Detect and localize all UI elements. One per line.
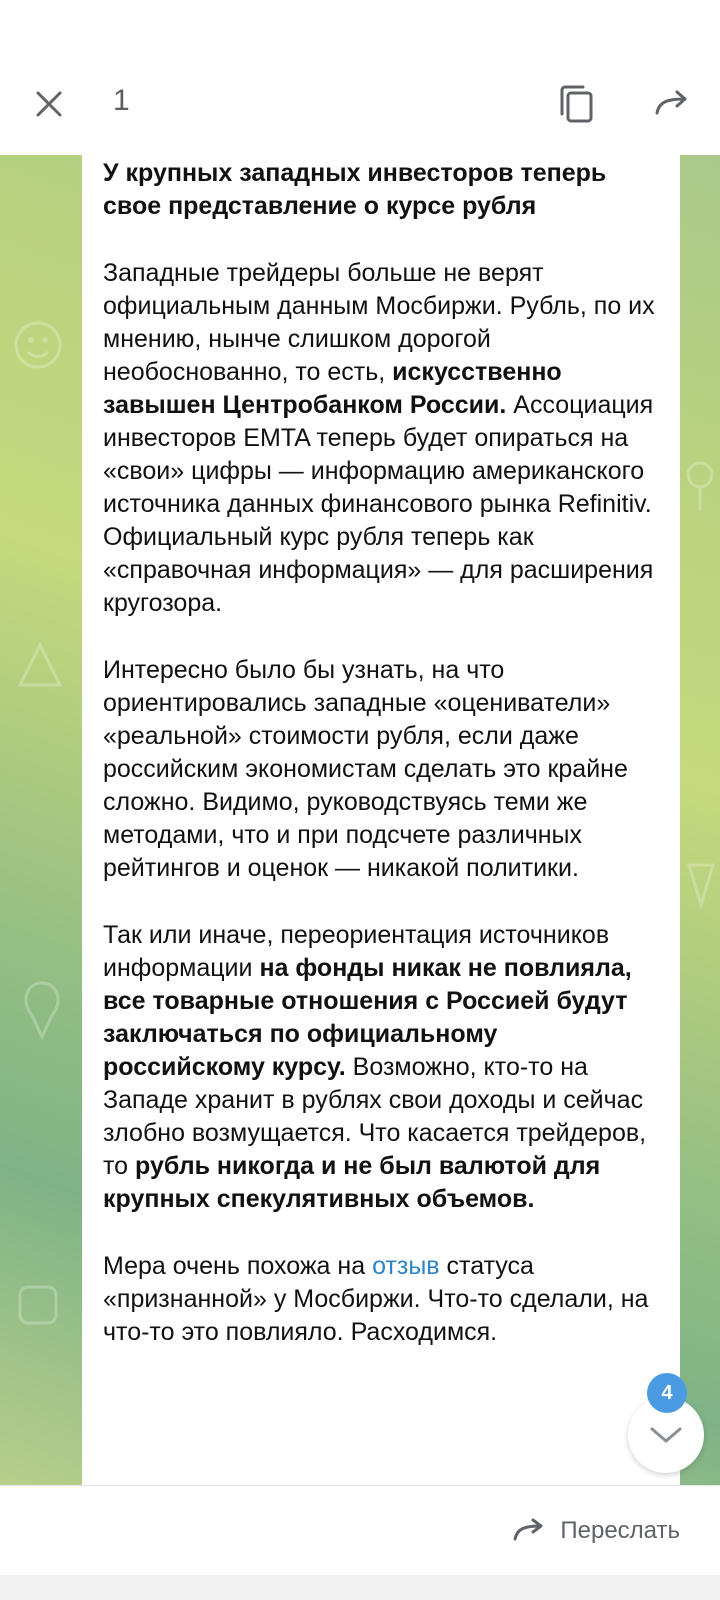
text-span: Возможно, кто-то на Западе хранит в рублях свои доходы и сейчас злобно возмущается. Что касается трейдеров, то [103, 1053, 647, 1180]
close-icon [34, 89, 64, 119]
selected-count: 1 [113, 84, 130, 117]
wallpaper-doodle-icon [10, 635, 70, 695]
unread-count-badge: 4 [647, 1373, 687, 1413]
forward-label: Переслать [560, 1517, 680, 1544]
message-paragraph-2: Интересно было бы узнать, на что ориентировались западные «оцениватели» «реальной» стоимости рубля, если даже российским экономистам сделать это крайне сложно. Видимо, руководствуясь теми же методами, что и при подсчете различных рейтингов и оценок — никакой политики. [103, 656, 628, 882]
selection-toolbar [0, 0, 720, 155]
text-span: Мера очень похожа на [103, 1252, 373, 1280]
message-bubble[interactable] [82, 155, 680, 1485]
wallpaper-doodle-icon [12, 975, 72, 1045]
chevron-down-icon [649, 1425, 683, 1445]
bold-span: на фонды никак не повлияла, все товарные отношения с Россией будут заключаться по официальному российскому курсу. [103, 954, 632, 1081]
bold-span: искусственно завышен Центробанком России. [103, 358, 562, 419]
copy-button[interactable] [553, 80, 601, 128]
wallpaper-doodle-icon [682, 455, 718, 515]
forward-button[interactable] [648, 80, 696, 128]
close-button[interactable] [25, 80, 73, 128]
message-paragraph-4 [103, 1250, 660, 1349]
text-span: Ассоциация инвесторов EMTA теперь будет опираться на «свои» цифры — информацию американского источника данных финансового рынка Refinitiv. Официальный курс рубля теперь как «справочная информация» — для расширения кругозора. [103, 391, 654, 617]
forward-arrow-icon [512, 1517, 546, 1545]
text-span: статуса «признанной» у Мосбиржи. Что-то сделали, на что-то это повлияло. Расходимся. [103, 1252, 649, 1346]
wallpaper-doodle-icon [684, 855, 718, 915]
forward-action-button[interactable] [512, 1486, 680, 1576]
bold-span: рубль никогда и не был валютой для крупных спекулятивных объемов. [103, 1152, 601, 1213]
bottom-action-bar [0, 1485, 720, 1576]
text-span: Западные трейдеры больше не верят официальным данным Мосбиржи. Рубль, по их мнению, нынче слишком дорогой необоснованно, то есть, [103, 259, 655, 386]
message-paragraph-3 [103, 919, 660, 1216]
text-span: Так или иначе, переориентация источников информации [103, 921, 610, 982]
wallpaper-doodle-icon [8, 315, 68, 375]
forward-arrow-icon [654, 89, 690, 119]
copy-icon [559, 84, 595, 124]
message-title: У крупных западных инвесторов теперь свое представление о курсе рубля [103, 159, 607, 220]
review-link[interactable]: отзыв [372, 1252, 440, 1280]
wallpaper-doodle-icon [8, 1275, 68, 1335]
message-paragraph-1 [103, 257, 660, 620]
system-navigation-bar [0, 1575, 720, 1600]
